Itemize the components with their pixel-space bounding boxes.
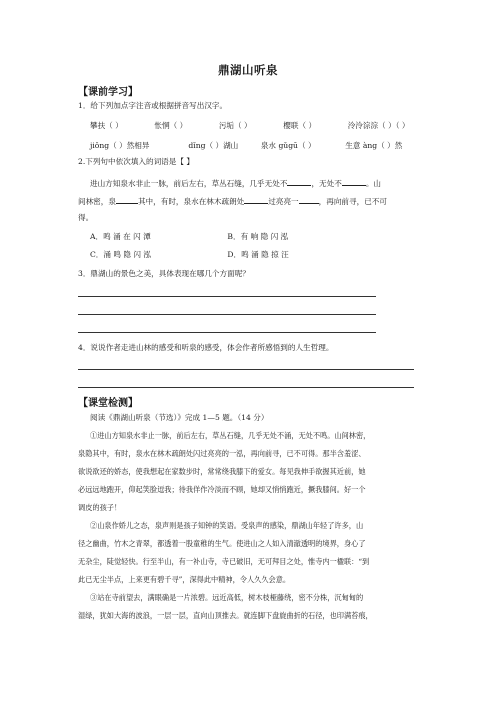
- paragraph-2-line: ②山泉作娇儿之态，泉声则是孩子知钟的笑语。受泉声的感染，鼎湖山年轻了许多，山: [90, 521, 364, 530]
- paragraph-3-line: ③站在寺前望去，满眼确是一片浓碧。远近高低，树木枝桠藤绕，密不分株，沉甸甸的: [90, 593, 364, 602]
- question-2-prompt: 2.下列句中依次填入的词语是【 】: [78, 157, 194, 166]
- question-1-prompt: 1．给下列加点字注音或根据拼音写出汉字。: [78, 101, 228, 110]
- answer-line[interactable]: [78, 296, 376, 297]
- q1-item: dǐng（ ）湖山: [188, 141, 239, 150]
- q1-item: jiǒng（ ）然相异: [90, 141, 150, 150]
- fill-blank[interactable]: [244, 195, 268, 204]
- q1-item: 怅惘（ ）: [154, 121, 188, 130]
- question-2-passage-line-2: 间林密，泉 其中，有时，泉水在林木疏朗处 过亮亮一 ，再向前寻，已不可: [78, 197, 387, 206]
- page-title: 鼎湖山听泉: [218, 63, 278, 77]
- q1-item: 樱联（ ）: [283, 121, 317, 130]
- fill-blank[interactable]: [116, 195, 138, 204]
- option-d[interactable]: D．鸣 涌 隐 掠 汪: [227, 250, 289, 259]
- paragraph-1-line: 调皮的孩子！: [78, 503, 122, 512]
- answer-line[interactable]: [78, 314, 376, 315]
- paragraph-1-line: 泉隐其中，有时，泉水在林木疏朗处闪过亮亮的一泓，再向前寻，已不可得。那半含羞涩、: [78, 449, 366, 458]
- fill-blank[interactable]: [342, 177, 366, 186]
- q1-item: 泠泠淙淙（ ）（ ）: [347, 121, 410, 130]
- question-2-options-row-1: [90, 232, 288, 242]
- paragraph-2-line: 径之幽曲，竹木之青翠，都透着一股童稚的生气。使进山之人如入清澈透明的境界，身心了: [78, 539, 366, 548]
- question-2-options-row-2: [90, 250, 289, 260]
- option-a[interactable]: A．鸣 涌 在 闪 潭: [90, 232, 151, 241]
- paragraph-1-line: ①进山方知泉水非止一脉，前后左右，草丛石缝，几乎无处不涌，无处不鸣。山间林密，: [90, 431, 371, 440]
- answer-line[interactable]: [78, 369, 414, 370]
- fill-blank[interactable]: [287, 177, 311, 186]
- q1-item: 攀扶（ ）: [90, 121, 123, 130]
- paragraph-3-line: 湿绿，犹如大海的波浪，一层一层，直向山顶推去。就连脚下盘旋曲折的石径，也印满苔痕，: [78, 611, 373, 620]
- question-2-passage-line-1: 进山方知泉水非止一脉，前后左右，草丛石缝，几乎无处不 ，无处不 。山: [90, 179, 381, 188]
- question-3-prompt: 3．鼎湖山的景色之美，具体表现在哪几个方面呢？: [78, 269, 250, 278]
- question-4-prompt: 4．说说作者走进山林的感受和听泉的感受，体会作者所感悟到的人生哲理。: [78, 343, 334, 352]
- fill-blank[interactable]: [299, 195, 319, 204]
- question-2-passage-line-3: 得。: [78, 213, 94, 222]
- question-1-row-2: [90, 141, 402, 151]
- q1-item: 污垢（ ）: [218, 121, 252, 130]
- paragraph-1-line: 欲说欲还的娇态，使我想起在家数步时，常常绕我膝下的爱女。每见我伸手欲握其近前，她: [78, 467, 366, 476]
- paragraph-1-line: 必远远地跑开，仰起笑脸逗我；待我佯作冷淡而不顾，她却又悄悄跑近，撅我膝间。好一个: [78, 485, 366, 494]
- paragraph-2-line: 无杂尘，陡觉轻快。行至半山，有一补山寺，寺已破旧，无可拜目之处，惟寺内一楹联：“到: [78, 557, 370, 566]
- reading-instructions: 阅读《鼎湖山听泉（节选）》完成 1—5 题。（14 分）: [90, 413, 269, 422]
- section-heading-class-test: 【课堂检测】: [78, 398, 138, 409]
- question-1-row-1: [90, 121, 420, 131]
- paragraph-2-line: 此已无尘半点，上来更有碧千寻”，深得此中精神，令人久久会意。: [78, 575, 291, 584]
- q1-item: 生意 àng（ ）然: [345, 141, 403, 150]
- section-heading-pre-study: 【课前学习】: [78, 87, 138, 98]
- option-b[interactable]: B．有 响 隐 闪 泓: [227, 232, 289, 241]
- option-c[interactable]: C．涌 鸣 隐 闪 泓: [90, 250, 152, 259]
- q1-item: 泉水 gǔgū（ ）: [260, 141, 316, 150]
- answer-line[interactable]: [78, 387, 414, 388]
- answer-line[interactable]: [78, 332, 376, 333]
